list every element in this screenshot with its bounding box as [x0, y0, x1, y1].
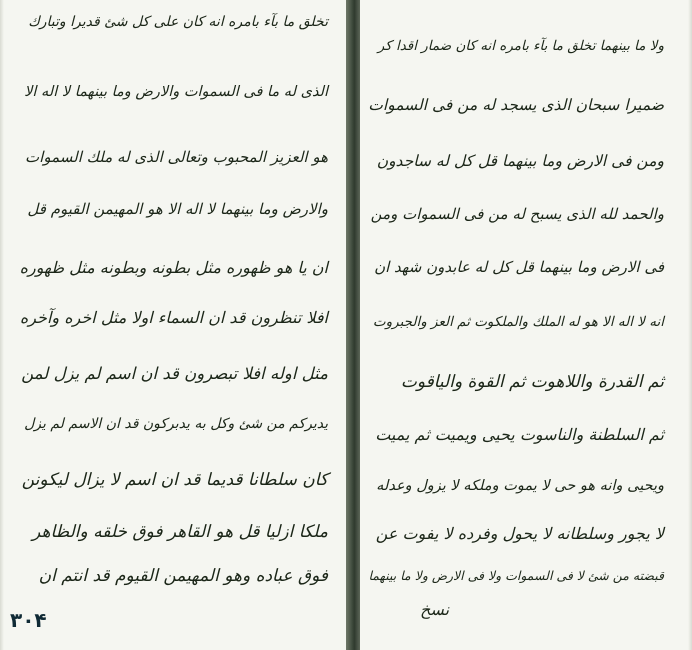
right-line-1: ولا ما بينهما تخلق ما بآء بامره انه كان ضمار اقدا كر: [377, 38, 664, 54]
left-line-2: الذى له ما فى السموات والارض وما بينهما لا اله الا: [24, 84, 328, 100]
left-line-9: كان سلطانا قديما قد ان اسم لا يزال ليكونن: [21, 470, 328, 490]
page-number: ۳۰۴: [10, 608, 47, 632]
left-line-3: هو العزيز المحبوب وتعالى الذى له ملك السموات: [25, 148, 328, 166]
left-page-edge: [0, 0, 4, 650]
right-line-3: ومن فى الارض وما بينهما قل كل له ساجدون: [376, 152, 664, 170]
left-line-8: يديركم من شئ وكل به يدبركون قد ان الاسم لم يزل: [24, 416, 328, 432]
right-line-10: لا يجور وسلطانه لا يحول وفرده لا يفوت عن: [375, 524, 664, 543]
right-line-7: ثم القدرة واللاهوت ثم القوة والياقوت: [400, 372, 664, 392]
right-line-2: ضميرا سبحان الذى يسجد له من فى السموات: [368, 96, 664, 114]
right-line-11: قبضته من شئ لا فى السموات ولا فى الارض ولا ما بينهما: [368, 568, 664, 583]
book-gutter: [346, 0, 360, 650]
right-line-8: ثم السلطنة والناسوت يحيى ويميت ثم يميت: [375, 425, 664, 444]
right-line-9: ويحيى وانه هو حى لا يموت وملكه لا يزول وعدله: [376, 478, 664, 494]
right-line-5: فى الارض وما بينهما قل كل له عابدون شهد ان: [374, 258, 664, 276]
left-line-6: افلا تنظرون قد ان السماء اولا مثل اخره وآخره: [19, 308, 328, 327]
right-page-edge: [688, 0, 692, 650]
left-line-11: فوق عباده وهو المهيمن القيوم قد انتم ان: [38, 566, 328, 586]
left-line-5: ان يا هو ظهوره مثل بطونه وبطونه مثل ظهوره: [19, 258, 328, 277]
left-line-1: تخلق ما بآء بامره انه كان على كل شئ قديرا وتبارك: [28, 14, 328, 30]
right-line-6: انه لا اله الا هو له الملك والملكوت ثم العز والجبروت: [372, 314, 664, 330]
left-line-7: مثل اوله افلا تبصرون قد ان اسم لم يزل لمن: [21, 364, 328, 383]
signature-mark: نسخ: [420, 600, 450, 619]
right-manuscript-page: [360, 0, 692, 650]
right-line-4: والحمد لله الذى يسبح له من فى السموات ومن: [370, 205, 664, 223]
left-line-10: ملكا ازليا قل هو القاهر فوق خلقه والظاهر: [32, 522, 328, 542]
left-line-4: والارض وما بينهما لا اله الا هو المهيمن القيوم قل: [27, 200, 328, 218]
